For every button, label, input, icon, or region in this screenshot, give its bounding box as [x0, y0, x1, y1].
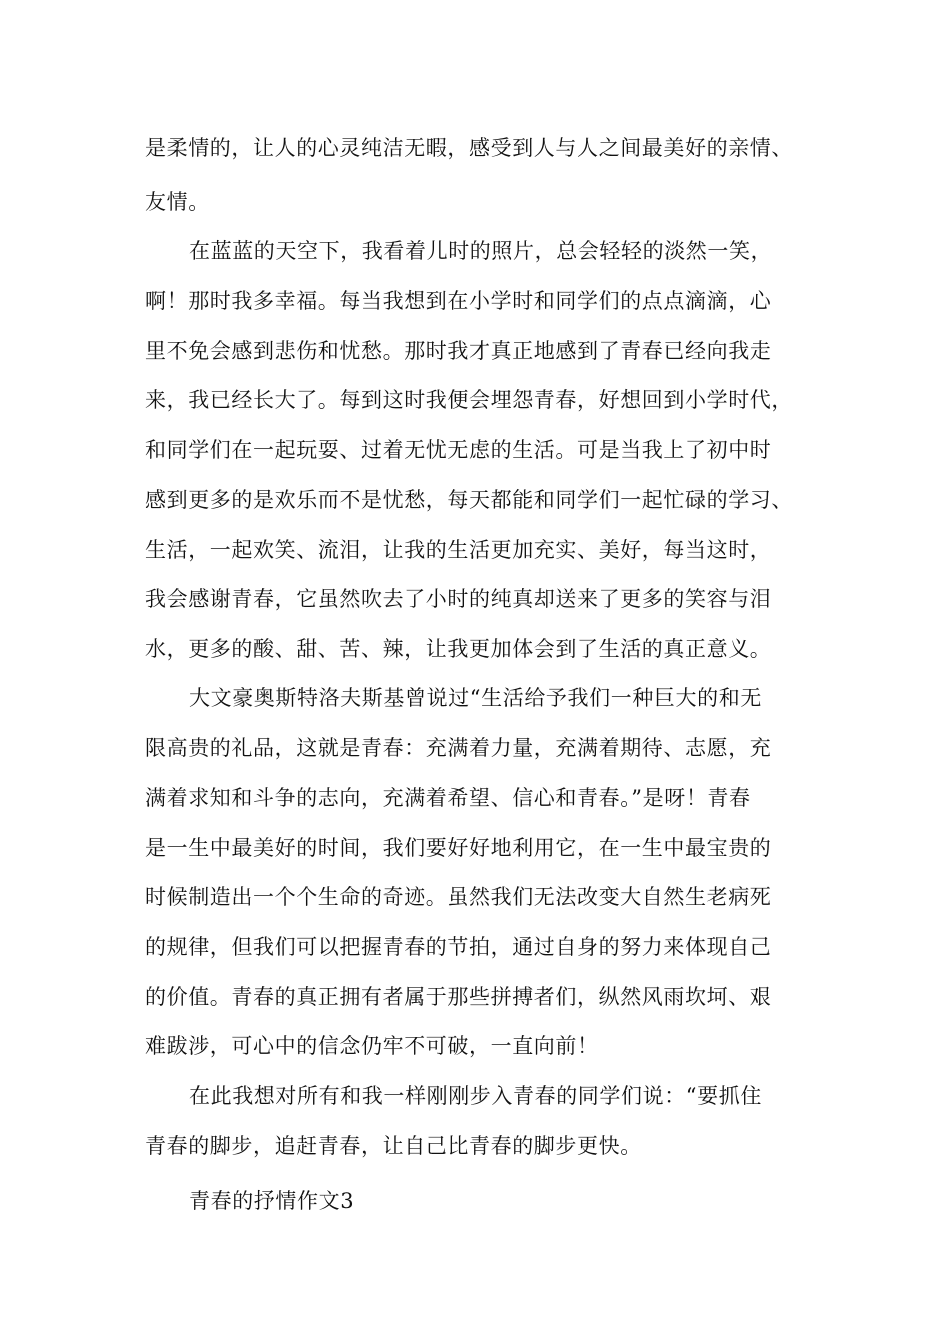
section-heading: 青春的抒情作文3: [189, 1189, 355, 1213]
text-line: 难跋涉，可心中的信念仍牢不可破，一直向前！: [145, 1034, 599, 1058]
text-line: 我会感谢青春，它虽然吹去了小时的纯真却送来了更多的笑容与泪: [145, 587, 772, 611]
text-line: 和同学们在一起玩耍、过着无忧无虑的生活。可是当我上了初中时: [145, 438, 772, 462]
text-line: 的价值。青春的真正拥有者属于那些拼搏者们，纵然风雨坎坷、艰: [145, 985, 772, 1009]
text-line: 是柔情的，让人的心灵纯洁无暇，感受到人与人之间最美好的亲情、: [145, 136, 793, 160]
paragraph-start-line: 在此我想对所有和我一样刚刚步入青春的同学们说：“要抓住: [189, 1084, 762, 1108]
text-line: 的规律，但我们可以把握青春的节拍，通过自身的努力来体现自己: [145, 935, 772, 959]
text-line: 水，更多的酸、甜、苦、辣，让我更加体会到了生活的真正意义。: [145, 637, 772, 661]
text-line: 里不免会感到悲伤和忧愁。那时我才真正地感到了青春已经向我走: [145, 339, 772, 363]
text-line: 啊！那时我多幸福。每当我想到在小学时和同学们的点点滴滴，心: [145, 289, 772, 313]
text-line: 时候制造出一个个生命的奇迹。虽然我们无法改变大自然生老病死: [145, 885, 772, 909]
text-line: 友情。: [145, 190, 210, 214]
text-line: 青春的脚步，追赶青春，让自己比青春的脚步更快。: [145, 1134, 642, 1158]
text-line: 限高贵的礼品，这就是青春：充满着力量，充满着期待、志愿，充: [145, 736, 772, 760]
text-line: 生活，一起欢笑、流泪，让我的生活更加充实、美好，每当这时，: [145, 538, 772, 562]
text-line: 感到更多的是欢乐而不是忧愁，每天都能和同学们一起忙碌的学习、: [145, 488, 793, 512]
text-line: 满着求知和斗争的志向，充满着希望、信心和青春。”是呀！青春: [145, 786, 751, 810]
paragraph-start-line: 在蓝蓝的天空下，我看着儿时的照片，总会轻轻的淡然一笑，: [189, 239, 773, 263]
paragraph-start-line: 大文豪奥斯特洛夫斯基曾说过“生活给予我们一种巨大的和无: [189, 686, 762, 710]
text-line: 是一生中最美好的时间，我们要好好地利用它，在一生中最宝贵的: [145, 836, 772, 860]
text-line: 来，我已经长大了。每到这时我便会埋怨青春，好想回到小学时代，: [145, 388, 793, 412]
